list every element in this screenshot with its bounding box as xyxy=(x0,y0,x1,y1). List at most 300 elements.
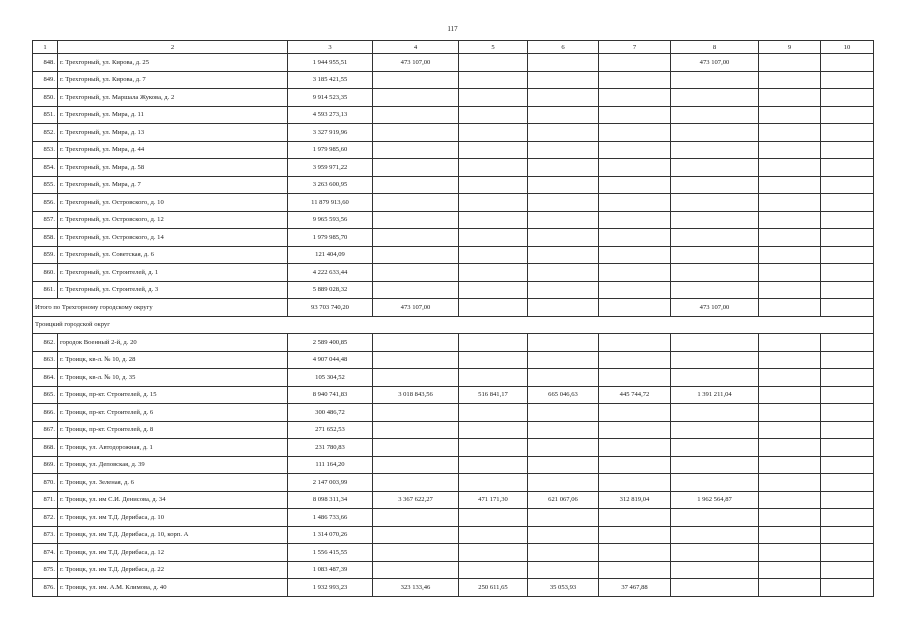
amount-cell xyxy=(759,509,821,527)
amount-cell xyxy=(528,509,599,527)
table-row xyxy=(33,281,874,299)
amount-cell xyxy=(759,141,821,159)
amount-cell: 3 959 971,22 xyxy=(288,159,373,177)
amount-cell xyxy=(373,211,459,229)
amount-cell xyxy=(459,264,528,282)
amount-cell xyxy=(599,561,671,579)
amount-cell xyxy=(528,229,599,247)
address-cell: г. Трехгорный, ул. Мира, д. 58 xyxy=(58,159,288,177)
amount-cell xyxy=(528,334,599,352)
amount-cell xyxy=(528,404,599,422)
amount-cell xyxy=(373,106,459,124)
row-number-cell: 876. xyxy=(33,579,58,597)
amount-cell: 445 744,72 xyxy=(599,386,671,404)
amount-cell xyxy=(373,264,459,282)
table-row xyxy=(33,456,874,474)
amount-cell xyxy=(373,124,459,142)
amount-cell xyxy=(821,106,874,124)
amount-cell xyxy=(759,334,821,352)
amount-cell: 471 171,30 xyxy=(459,491,528,509)
amount-cell xyxy=(373,246,459,264)
amount-cell xyxy=(821,299,874,317)
amount-cell: 35 053,93 xyxy=(528,579,599,597)
address-cell: г. Троицк, кв-л. № 10, д. 28 xyxy=(58,351,288,369)
table-row xyxy=(33,334,874,352)
row-number-cell: 874. xyxy=(33,544,58,562)
amount-cell xyxy=(671,194,759,212)
amount-cell xyxy=(599,281,671,299)
amount-cell: 105 304,52 xyxy=(288,369,373,387)
amount-cell xyxy=(671,439,759,457)
amount-cell: 473 107,00 xyxy=(373,299,459,317)
column-header: 2 xyxy=(58,41,288,54)
amount-cell: 1 932 993,23 xyxy=(288,579,373,597)
amount-cell xyxy=(821,89,874,107)
amount-cell: 1 979 985,70 xyxy=(288,229,373,247)
row-number-cell: 862. xyxy=(33,334,58,352)
amount-cell xyxy=(373,421,459,439)
address-cell: г. Троицк, пр-кт. Строителей, д. 8 xyxy=(58,421,288,439)
amount-cell xyxy=(528,351,599,369)
amount-cell xyxy=(528,246,599,264)
subtotal-label: Итого по Трехгорному городскому округу xyxy=(33,299,288,317)
address-cell: г. Трехгорный, ул. Островского, д. 12 xyxy=(58,211,288,229)
column-header: 6 xyxy=(528,41,599,54)
amount-cell xyxy=(373,351,459,369)
amount-cell xyxy=(599,141,671,159)
amount-cell xyxy=(373,369,459,387)
amount-cell xyxy=(459,526,528,544)
amount-cell xyxy=(671,176,759,194)
amount-cell xyxy=(373,544,459,562)
amount-cell: 5 889 028,32 xyxy=(288,281,373,299)
amount-cell xyxy=(671,351,759,369)
row-number-cell: 872. xyxy=(33,509,58,527)
amount-cell xyxy=(759,194,821,212)
amount-cell xyxy=(821,246,874,264)
row-number-cell: 854. xyxy=(33,159,58,177)
address-cell: г. Троицк, ул. им Т.Д. Дерибаса, д. 10, корп. А xyxy=(58,526,288,544)
amount-cell xyxy=(459,544,528,562)
address-cell: городок Военный 2-й, д. 20 xyxy=(58,334,288,352)
amount-cell xyxy=(599,421,671,439)
amount-cell xyxy=(528,526,599,544)
row-number-cell: 856. xyxy=(33,194,58,212)
amount-cell xyxy=(671,141,759,159)
amount-cell xyxy=(599,264,671,282)
address-cell: г. Троицк, ул. Зеленая, д. 6 xyxy=(58,474,288,492)
amount-cell xyxy=(599,351,671,369)
amount-cell: 8 098 311,34 xyxy=(288,491,373,509)
amount-cell xyxy=(373,141,459,159)
column-header: 3 xyxy=(288,41,373,54)
row-number-cell: 858. xyxy=(33,229,58,247)
amount-cell xyxy=(759,491,821,509)
amount-cell xyxy=(599,106,671,124)
header-row xyxy=(33,41,874,54)
amount-cell xyxy=(459,176,528,194)
amount-cell xyxy=(671,159,759,177)
page-number: 117 xyxy=(447,25,458,33)
amount-cell xyxy=(599,369,671,387)
address-cell: г. Трехгорный, ул. Мира, д. 7 xyxy=(58,176,288,194)
amount-cell xyxy=(671,89,759,107)
amount-cell xyxy=(373,439,459,457)
amount-cell xyxy=(671,229,759,247)
table-row xyxy=(33,54,874,72)
amount-cell xyxy=(459,404,528,422)
amount-cell: 2 589 400,85 xyxy=(288,334,373,352)
table-row xyxy=(33,194,874,212)
address-cell: г. Трехгорный, ул. Строителей, д. 1 xyxy=(58,264,288,282)
amount-cell xyxy=(759,264,821,282)
amount-cell xyxy=(759,456,821,474)
amount-cell: 665 046,63 xyxy=(528,386,599,404)
amount-cell: 121 404,09 xyxy=(288,246,373,264)
amount-cell xyxy=(599,544,671,562)
amount-cell xyxy=(459,281,528,299)
amount-cell: 1 944 955,51 xyxy=(288,54,373,72)
amount-cell xyxy=(459,229,528,247)
address-cell: г. Трехгорный, ул. Советская, д. 6 xyxy=(58,246,288,264)
amount-cell xyxy=(459,246,528,264)
amount-cell xyxy=(759,526,821,544)
column-header: 5 xyxy=(459,41,528,54)
amount-cell xyxy=(759,89,821,107)
amount-cell xyxy=(759,159,821,177)
amount-cell: 1 962 564,87 xyxy=(671,491,759,509)
amount-cell xyxy=(528,439,599,457)
amount-cell xyxy=(373,456,459,474)
amount-cell xyxy=(821,544,874,562)
row-number-cell: 873. xyxy=(33,526,58,544)
amount-cell xyxy=(759,421,821,439)
table-row xyxy=(33,544,874,562)
amount-cell: 271 652,53 xyxy=(288,421,373,439)
table-row xyxy=(33,386,874,404)
amount-cell xyxy=(373,474,459,492)
column-header: 7 xyxy=(599,41,671,54)
amount-cell: 2 147 003,99 xyxy=(288,474,373,492)
section-heading: Троицкий городской округ xyxy=(33,316,874,334)
row-number-cell: 853. xyxy=(33,141,58,159)
address-cell: г. Троицк, ул. Автодорожная, д. 1 xyxy=(58,439,288,457)
amount-cell xyxy=(373,526,459,544)
amount-cell xyxy=(821,54,874,72)
amount-cell xyxy=(459,421,528,439)
amount-cell xyxy=(671,124,759,142)
amount-cell xyxy=(373,176,459,194)
amount-cell xyxy=(821,369,874,387)
address-cell: г. Трехгорный, ул. Островского, д. 10 xyxy=(58,194,288,212)
amount-cell xyxy=(528,124,599,142)
amount-cell xyxy=(599,334,671,352)
amount-cell: 4 593 273,13 xyxy=(288,106,373,124)
amount-cell xyxy=(459,54,528,72)
amount-cell: 4 907 044,48 xyxy=(288,351,373,369)
amount-cell xyxy=(671,71,759,89)
row-number-cell: 870. xyxy=(33,474,58,492)
amount-cell xyxy=(599,194,671,212)
amount-cell xyxy=(459,334,528,352)
amount-cell xyxy=(599,54,671,72)
amount-cell xyxy=(528,264,599,282)
amount-cell xyxy=(821,281,874,299)
row-number-cell: 861. xyxy=(33,281,58,299)
amount-cell xyxy=(599,159,671,177)
amount-cell xyxy=(821,526,874,544)
table-row xyxy=(33,71,874,89)
amount-cell xyxy=(671,246,759,264)
amount-cell xyxy=(821,351,874,369)
subtotal-row xyxy=(33,299,874,317)
address-cell: г. Троицк, ул. им. А.М. Климова, д. 40 xyxy=(58,579,288,597)
table-row xyxy=(33,369,874,387)
address-cell: г. Троицк, ул. Деповская, д. 39 xyxy=(58,456,288,474)
amount-cell xyxy=(528,561,599,579)
amount-cell xyxy=(671,544,759,562)
amount-cell xyxy=(821,509,874,527)
address-cell: г. Троицк, ул. им Т.Д. Дерибаса, д. 12 xyxy=(58,544,288,562)
amount-cell xyxy=(599,89,671,107)
amount-cell: 312 819,04 xyxy=(599,491,671,509)
row-number-cell: 850. xyxy=(33,89,58,107)
amount-cell: 3 018 843,56 xyxy=(373,386,459,404)
amount-cell xyxy=(373,281,459,299)
row-number-cell: 871. xyxy=(33,491,58,509)
amount-cell: 8 940 741,83 xyxy=(288,386,373,404)
row-number-cell: 848. xyxy=(33,54,58,72)
amount-cell: 37 467,88 xyxy=(599,579,671,597)
amount-cell xyxy=(459,474,528,492)
table-row xyxy=(33,124,874,142)
address-cell: г. Трехгорный, ул. Островского, д. 14 xyxy=(58,229,288,247)
amount-cell xyxy=(671,281,759,299)
amount-cell xyxy=(459,124,528,142)
amount-cell: 11 879 913,60 xyxy=(288,194,373,212)
amount-cell xyxy=(599,509,671,527)
amount-cell xyxy=(528,141,599,159)
row-number-cell: 866. xyxy=(33,404,58,422)
amount-cell xyxy=(821,561,874,579)
amount-cell xyxy=(759,299,821,317)
amount-cell xyxy=(459,369,528,387)
amount-cell xyxy=(459,141,528,159)
amount-cell xyxy=(528,281,599,299)
row-number-cell: 864. xyxy=(33,369,58,387)
amount-cell xyxy=(759,106,821,124)
amount-cell xyxy=(671,579,759,597)
table-row xyxy=(33,351,874,369)
amount-cell xyxy=(459,561,528,579)
amount-cell: 1 556 415,55 xyxy=(288,544,373,562)
amount-cell xyxy=(759,54,821,72)
table-row xyxy=(33,229,874,247)
table-row xyxy=(33,159,874,177)
row-number-cell: 851. xyxy=(33,106,58,124)
amount-cell xyxy=(821,159,874,177)
amount-cell: 9 965 593,56 xyxy=(288,211,373,229)
amount-cell xyxy=(821,579,874,597)
amount-cell xyxy=(821,124,874,142)
amount-cell: 473 107,00 xyxy=(671,54,759,72)
table-row xyxy=(33,264,874,282)
amount-cell: 1 979 985,60 xyxy=(288,141,373,159)
amount-cell: 4 222 633,44 xyxy=(288,264,373,282)
address-cell: г. Трехгорный, ул. Кирова, д. 25 xyxy=(58,54,288,72)
amount-cell xyxy=(459,456,528,474)
amount-cell xyxy=(759,561,821,579)
amount-cell xyxy=(821,386,874,404)
amount-cell xyxy=(528,474,599,492)
row-number-cell: 865. xyxy=(33,386,58,404)
table-row xyxy=(33,176,874,194)
amount-cell xyxy=(373,404,459,422)
amount-cell xyxy=(599,71,671,89)
amount-cell xyxy=(373,159,459,177)
table-row xyxy=(33,474,874,492)
row-number-cell: 857. xyxy=(33,211,58,229)
amount-cell: 323 133,46 xyxy=(373,579,459,597)
amount-cell xyxy=(459,351,528,369)
amount-cell: 1 486 733,66 xyxy=(288,509,373,527)
amount-cell xyxy=(671,404,759,422)
amount-cell xyxy=(821,456,874,474)
amount-cell xyxy=(671,456,759,474)
amount-cell xyxy=(671,474,759,492)
address-cell: г. Троицк, ул. им Т.Д. Дерибаса, д. 10 xyxy=(58,509,288,527)
table-row xyxy=(33,561,874,579)
amount-cell xyxy=(759,246,821,264)
row-number-cell: 855. xyxy=(33,176,58,194)
table-row xyxy=(33,141,874,159)
amount-cell xyxy=(821,421,874,439)
amount-cell xyxy=(821,264,874,282)
amount-cell xyxy=(528,106,599,124)
amount-cell xyxy=(373,71,459,89)
amount-cell xyxy=(459,299,528,317)
amount-cell xyxy=(821,229,874,247)
amount-cell xyxy=(528,369,599,387)
amount-cell xyxy=(821,439,874,457)
registry-table xyxy=(32,40,874,597)
amount-cell xyxy=(528,159,599,177)
amount-cell: 3 327 919,96 xyxy=(288,124,373,142)
table-row xyxy=(33,491,874,509)
table-row xyxy=(33,509,874,527)
amount-cell xyxy=(599,404,671,422)
amount-cell xyxy=(599,299,671,317)
section-heading-row xyxy=(33,316,874,334)
column-header: 8 xyxy=(671,41,759,54)
amount-cell xyxy=(759,579,821,597)
amount-cell xyxy=(373,89,459,107)
column-header: 1 xyxy=(33,41,58,54)
amount-cell xyxy=(821,404,874,422)
table-row xyxy=(33,421,874,439)
amount-cell xyxy=(821,334,874,352)
row-number-cell: 867. xyxy=(33,421,58,439)
table-row xyxy=(33,579,874,597)
amount-cell: 516 841,17 xyxy=(459,386,528,404)
address-cell: г. Трехгорный, ул. Кирова, д. 7 xyxy=(58,71,288,89)
amount-cell: 111 164,20 xyxy=(288,456,373,474)
amount-cell xyxy=(373,229,459,247)
address-cell: г. Троицк, пр-кт. Строителей, д. 6 xyxy=(58,404,288,422)
amount-cell xyxy=(821,176,874,194)
amount-cell xyxy=(528,211,599,229)
row-number-cell: 859. xyxy=(33,246,58,264)
amount-cell xyxy=(599,439,671,457)
row-number-cell: 849. xyxy=(33,71,58,89)
amount-cell xyxy=(459,211,528,229)
address-cell: г. Троицк, кв-л. № 10, д. 35 xyxy=(58,369,288,387)
amount-cell xyxy=(459,194,528,212)
amount-cell: 300 486,72 xyxy=(288,404,373,422)
amount-cell xyxy=(821,491,874,509)
amount-cell xyxy=(528,456,599,474)
amount-cell xyxy=(759,71,821,89)
amount-cell: 1 083 487,39 xyxy=(288,561,373,579)
amount-cell xyxy=(759,124,821,142)
amount-cell xyxy=(599,211,671,229)
amount-cell xyxy=(528,176,599,194)
amount-cell xyxy=(528,54,599,72)
amount-cell xyxy=(759,474,821,492)
amount-cell: 473 107,00 xyxy=(373,54,459,72)
amount-cell: 3 263 600,95 xyxy=(288,176,373,194)
column-header: 10 xyxy=(821,41,874,54)
amount-cell xyxy=(599,124,671,142)
address-cell: г. Троицк, пр-кт. Строителей, д. 15 xyxy=(58,386,288,404)
row-number-cell: 863. xyxy=(33,351,58,369)
amount-cell xyxy=(759,544,821,562)
amount-cell xyxy=(599,176,671,194)
amount-cell xyxy=(459,159,528,177)
amount-cell xyxy=(459,71,528,89)
table-row xyxy=(33,211,874,229)
amount-cell xyxy=(671,526,759,544)
amount-cell xyxy=(528,299,599,317)
address-cell: г. Трехгорный, ул. Мира, д. 44 xyxy=(58,141,288,159)
amount-cell: 250 611,65 xyxy=(459,579,528,597)
amount-cell: 9 914 523,35 xyxy=(288,89,373,107)
table-row xyxy=(33,246,874,264)
row-number-cell: 868. xyxy=(33,439,58,457)
amount-cell xyxy=(671,509,759,527)
amount-cell: 3 185 421,55 xyxy=(288,71,373,89)
amount-cell: 231 780,83 xyxy=(288,439,373,457)
amount-cell xyxy=(671,211,759,229)
amount-cell xyxy=(459,89,528,107)
amount-cell xyxy=(759,176,821,194)
amount-cell xyxy=(759,404,821,422)
amount-cell: 1 391 211,04 xyxy=(671,386,759,404)
amount-cell xyxy=(821,474,874,492)
column-header: 9 xyxy=(759,41,821,54)
table-row xyxy=(33,404,874,422)
amount-cell xyxy=(759,386,821,404)
address-cell: г. Троицк, ул. им Т.Д. Дерибаса, д. 22 xyxy=(58,561,288,579)
amount-cell xyxy=(821,194,874,212)
amount-cell xyxy=(759,351,821,369)
amount-cell xyxy=(528,71,599,89)
amount-cell: 1 314 070,26 xyxy=(288,526,373,544)
amount-cell xyxy=(821,211,874,229)
table-body xyxy=(33,41,874,597)
table-row xyxy=(33,526,874,544)
amount-cell xyxy=(759,229,821,247)
